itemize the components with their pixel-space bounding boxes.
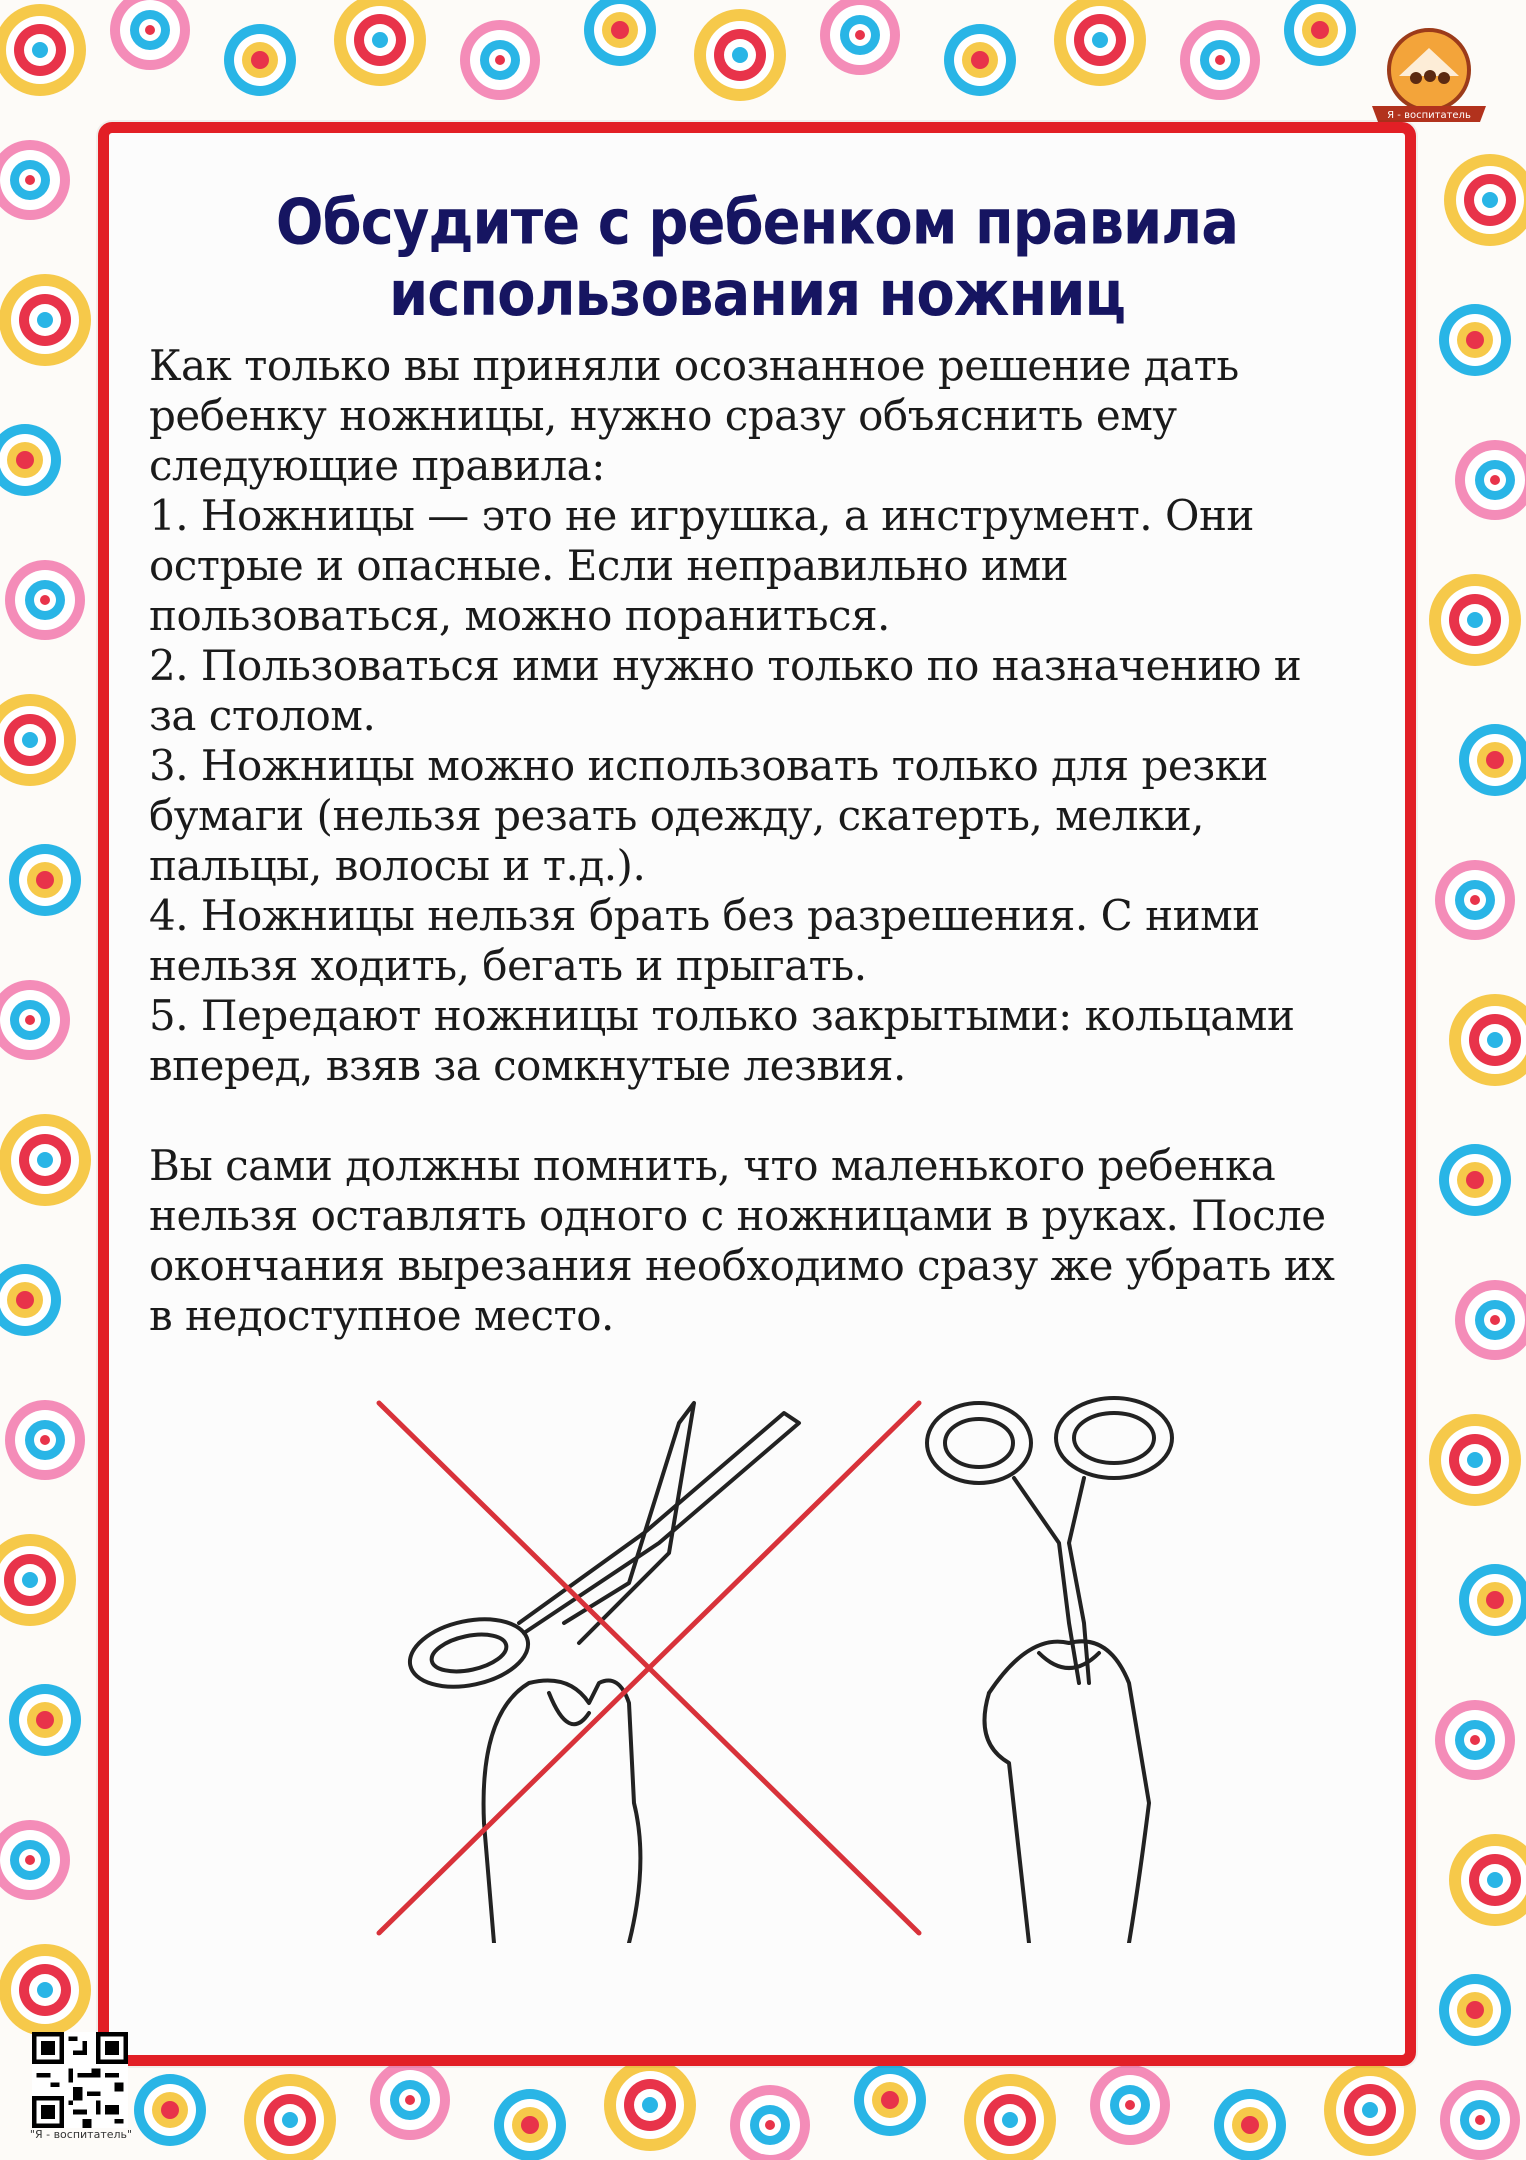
qr-caption: "Я - воспитатель" bbox=[29, 2128, 133, 2141]
title-line-1: Обсудите с ребенком правила bbox=[275, 186, 1239, 259]
logo-emblem-icon bbox=[1354, 18, 1504, 138]
cross-mark-icon bbox=[379, 1403, 919, 1933]
qr-code-icon bbox=[32, 2032, 128, 2128]
scissors-blade-icon bbox=[519, 1413, 799, 1633]
scissors-ring-icon bbox=[404, 1609, 535, 1697]
rule-3: 3. Ножницы можно использовать только для резки бумаги (нельзя резать одежду, скатерть, мелки, пальцы, волосы и т.д.). bbox=[149, 741, 1268, 890]
scissors-illustrations bbox=[269, 1383, 1269, 1943]
logo-text: Я - воспитатель bbox=[1387, 110, 1471, 121]
content-panel bbox=[98, 122, 1416, 2066]
body-text bbox=[149, 341, 1399, 1341]
title-line-2: использования ножниц bbox=[389, 257, 1125, 331]
paragraph-gap bbox=[149, 1091, 1399, 1141]
correct-handling-illustration bbox=[927, 1398, 1172, 1943]
conclusion-paragraph: Вы сами должны помнить, что маленького ребенка нельзя оставлять одного с ножницами в руках. После окончания вырезания необходимо сразу же убрать их в недоступное место. bbox=[149, 1141, 1335, 1340]
scissors-ring-icon bbox=[927, 1403, 1031, 1483]
rule-1: 1. Ножницы — это не игрушка, а инструмент. Они острые и опасные. Если неправильно ими пользоваться, можно пораниться. bbox=[149, 491, 1254, 640]
rule-4: 4. Ножницы нельзя брать без разрешения. С ними нельзя ходить, бегать и прыгать. bbox=[149, 891, 1260, 990]
intro-paragraph: Как только вы приняли осознанное решение дать ребенку ножницы, нужно сразу объяснить ему следующие правила: bbox=[149, 341, 1239, 490]
page-title bbox=[109, 187, 1405, 330]
rule-2: 2. Пользоваться ими нужно только по назначению и за столом. bbox=[149, 641, 1302, 740]
rule-5: 5. Передают ножницы только закрытыми: кольцами вперед, взяв за сомкнутые лезвия. bbox=[149, 991, 1295, 1090]
